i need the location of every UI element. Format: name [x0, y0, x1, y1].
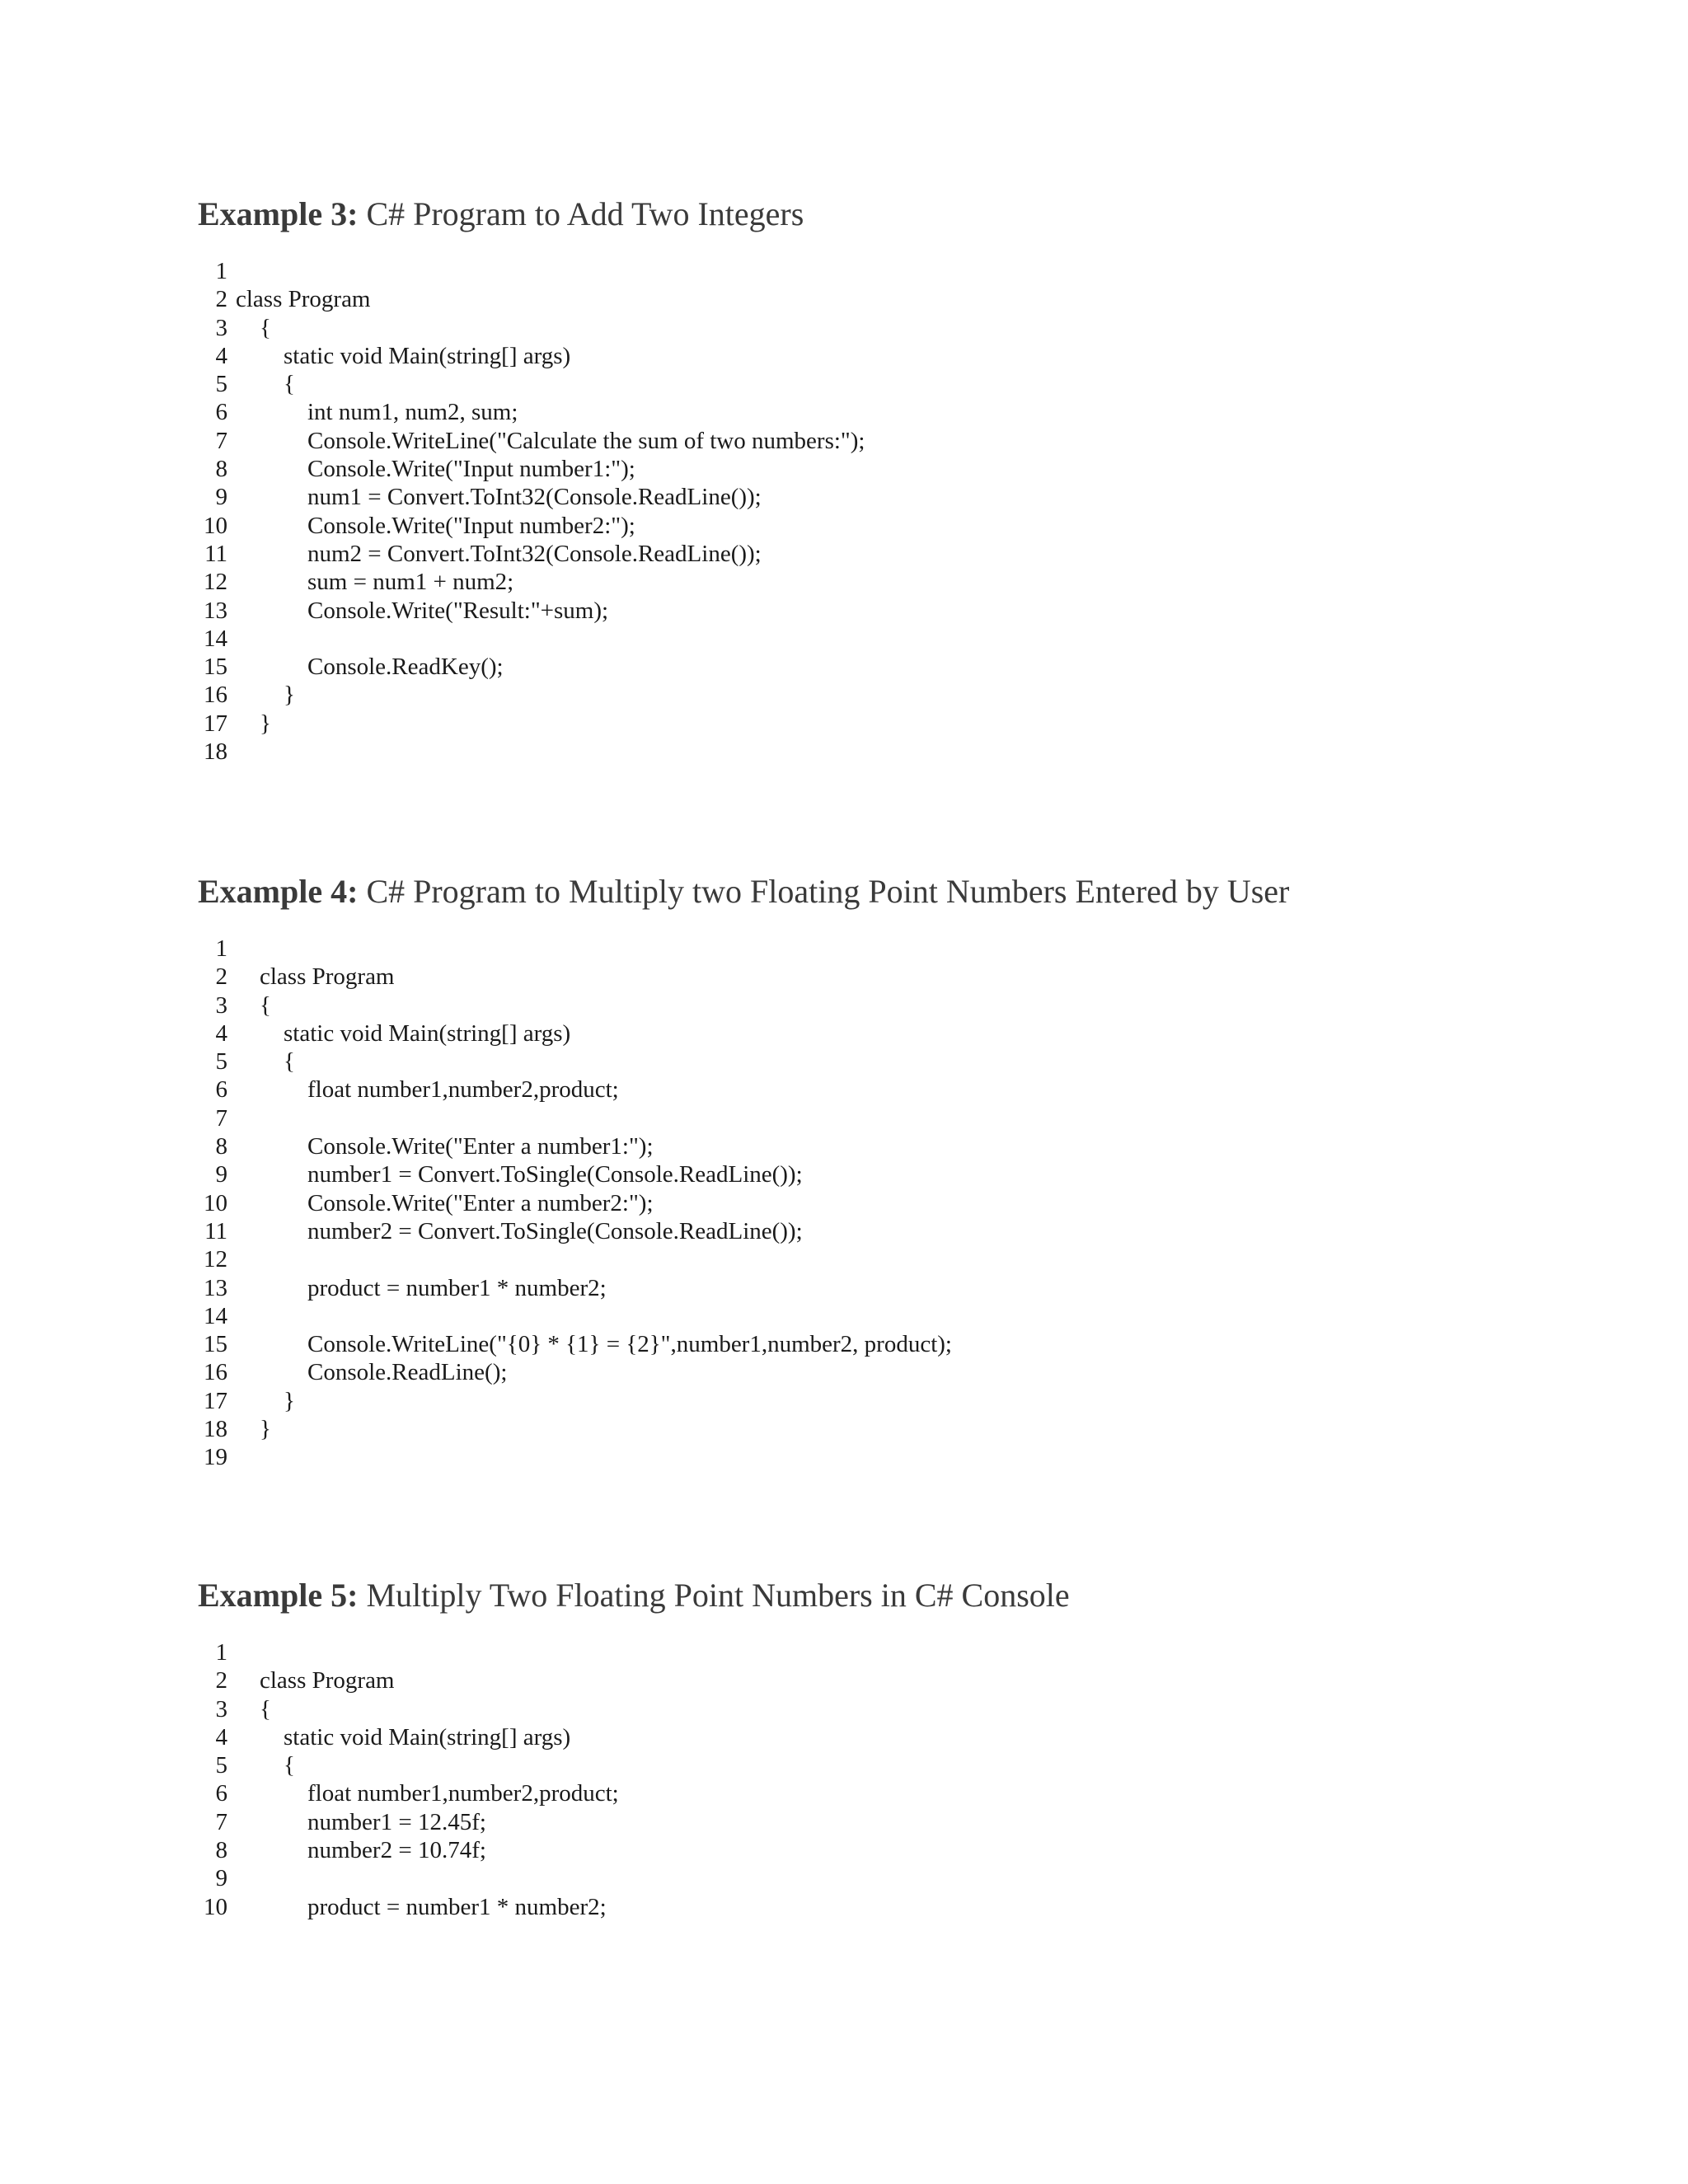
example-heading — [198, 1576, 1070, 1615]
code-line — [198, 370, 1599, 398]
example-heading — [198, 194, 804, 234]
code-listing — [198, 1638, 1599, 1921]
code-listing — [198, 935, 1599, 1472]
line-number: 9 — [215, 484, 227, 511]
code-line — [198, 427, 1599, 455]
line-number: 9 — [215, 1161, 227, 1188]
code-line — [198, 1189, 1599, 1217]
line-number: 18 — [204, 738, 227, 766]
line-number: 17 — [204, 710, 227, 737]
code-line — [198, 455, 1599, 483]
line-number: 8 — [215, 1837, 227, 1864]
code-line — [198, 1638, 1599, 1666]
line-number: 2 — [215, 286, 227, 313]
line-number: 3 — [215, 314, 227, 341]
line-number: 14 — [204, 625, 227, 652]
code-line — [198, 257, 1599, 285]
code-text: } — [236, 1416, 271, 1443]
code-text: Console.ReadLine(); — [236, 1359, 508, 1386]
code-text: { — [236, 991, 271, 1019]
line-number: 4 — [215, 1723, 227, 1750]
code-line — [198, 935, 1599, 963]
code-text: Console.Write("Input number1:"); — [236, 456, 635, 483]
code-line — [198, 1076, 1599, 1104]
code-text: static void Main(string[] args) — [236, 1019, 571, 1047]
line-number: 16 — [204, 682, 227, 709]
code-line — [198, 1836, 1599, 1864]
code-line — [198, 1415, 1599, 1443]
code-line — [198, 1443, 1599, 1471]
line-number: 16 — [204, 1359, 227, 1386]
line-number: 6 — [215, 1780, 227, 1807]
code-text: float number1,number2,product; — [236, 1780, 619, 1807]
code-text: number2 = 10.74f; — [236, 1837, 486, 1864]
code-line — [198, 963, 1599, 991]
code-text: class Program — [236, 963, 395, 991]
code-text: float number1,number2,product; — [236, 1076, 619, 1104]
code-line — [198, 398, 1599, 426]
code-text: } — [236, 1387, 295, 1414]
code-line — [198, 1666, 1599, 1694]
code-text: Console.Write("Input number2:"); — [236, 512, 635, 539]
line-number: 9 — [215, 1865, 227, 1892]
code-line — [198, 1808, 1599, 1836]
line-number: 3 — [215, 991, 227, 1019]
code-line — [198, 285, 1599, 313]
code-text: { — [236, 314, 271, 341]
code-line — [198, 1047, 1599, 1076]
line-number: 7 — [215, 1808, 227, 1835]
code-line — [198, 1330, 1599, 1358]
line-number: 7 — [215, 427, 227, 454]
line-number: 8 — [215, 456, 227, 483]
line-number: 6 — [215, 399, 227, 426]
line-number: 11 — [204, 540, 227, 567]
line-number: 3 — [215, 1695, 227, 1722]
code-text: product = number1 * number2; — [236, 1893, 607, 1920]
example-title: C# Program to Multiply two Floating Point Numbers Entered by User — [358, 873, 1290, 910]
code-text: number1 = 12.45f; — [236, 1808, 486, 1835]
line-number: 1 — [215, 258, 227, 284]
line-number: 13 — [204, 597, 227, 624]
line-number: 1 — [215, 1639, 227, 1666]
line-number: 10 — [204, 1189, 227, 1216]
code-line — [198, 625, 1599, 653]
line-number: 2 — [215, 963, 227, 991]
line-number: 18 — [204, 1416, 227, 1443]
code-text: { — [236, 1752, 295, 1779]
line-number: 14 — [204, 1302, 227, 1329]
code-line — [198, 540, 1599, 568]
code-line — [198, 1132, 1599, 1160]
code-line — [198, 1358, 1599, 1386]
code-line — [198, 342, 1599, 370]
line-number: 8 — [215, 1133, 227, 1160]
code-line — [198, 1893, 1599, 1921]
example-title: C# Program to Add Two Integers — [358, 195, 804, 232]
code-text: { — [236, 371, 295, 398]
code-text: static void Main(string[] args) — [236, 342, 571, 369]
code-line — [198, 653, 1599, 681]
code-line — [198, 1864, 1599, 1892]
example-label: Example 3: — [198, 195, 359, 232]
code-line — [198, 681, 1599, 709]
code-text: Console.Write("Enter a number2:"); — [236, 1189, 654, 1216]
example-heading — [198, 872, 1289, 912]
code-text: int num1, num2, sum; — [236, 399, 518, 426]
code-line — [198, 314, 1599, 342]
code-line — [198, 1695, 1599, 1723]
code-text: number1 = Convert.ToSingle(Console.ReadLine()); — [236, 1161, 803, 1188]
code-text: class Program — [236, 1667, 395, 1694]
code-text: class Program — [236, 286, 371, 313]
line-number: 1 — [215, 935, 227, 962]
code-line — [198, 1302, 1599, 1330]
code-text: static void Main(string[] args) — [236, 1723, 571, 1750]
line-number: 4 — [215, 342, 227, 369]
line-number: 11 — [204, 1217, 227, 1244]
code-text: Console.WriteLine("{0} * {1} = {2}",number1,number2, product); — [236, 1331, 952, 1358]
code-line — [198, 1751, 1599, 1779]
line-number: 15 — [204, 654, 227, 681]
code-line — [198, 483, 1599, 511]
code-text: Console.ReadKey(); — [236, 654, 504, 681]
example-label: Example 4: — [198, 873, 359, 910]
example-title: Multiply Two Floating Point Numbers in C# Console — [358, 1577, 1070, 1614]
line-number: 10 — [204, 512, 227, 539]
code-line — [198, 1274, 1599, 1302]
line-number: 4 — [215, 1019, 227, 1047]
code-text: Console.Write("Enter a number1:"); — [236, 1133, 654, 1160]
line-number: 5 — [215, 371, 227, 398]
code-line — [198, 1723, 1599, 1751]
code-listing — [198, 257, 1599, 766]
line-number: 2 — [215, 1667, 227, 1694]
code-line — [198, 991, 1599, 1019]
code-line — [198, 1245, 1599, 1273]
code-text: num2 = Convert.ToInt32(Console.ReadLine()); — [236, 540, 762, 567]
code-text: num1 = Convert.ToInt32(Console.ReadLine()); — [236, 484, 762, 511]
code-line — [198, 597, 1599, 625]
code-line — [198, 738, 1599, 766]
line-number: 12 — [204, 1246, 227, 1273]
code-line — [198, 1387, 1599, 1415]
line-number: 13 — [204, 1274, 227, 1301]
line-number: 10 — [204, 1893, 227, 1920]
code-text: { — [236, 1048, 295, 1076]
code-text: } — [236, 682, 295, 709]
code-line — [198, 1160, 1599, 1188]
line-number: 6 — [215, 1076, 227, 1104]
code-text: Console.WriteLine("Calculate the sum of two numbers:"); — [236, 427, 865, 454]
code-line — [198, 512, 1599, 540]
line-number: 17 — [204, 1387, 227, 1414]
line-number: 19 — [204, 1444, 227, 1471]
code-line — [198, 1104, 1599, 1132]
code-text: } — [236, 710, 271, 737]
code-line — [198, 1779, 1599, 1807]
line-number: 12 — [204, 569, 227, 596]
line-number: 5 — [215, 1048, 227, 1076]
line-number: 7 — [215, 1104, 227, 1132]
code-line — [198, 1217, 1599, 1245]
code-line — [198, 710, 1599, 738]
code-text: Console.Write("Result:"+sum); — [236, 597, 609, 624]
code-line — [198, 568, 1599, 596]
line-number: 15 — [204, 1331, 227, 1358]
code-text: { — [236, 1695, 271, 1722]
line-number: 5 — [215, 1752, 227, 1779]
code-text: number2 = Convert.ToSingle(Console.ReadLine()); — [236, 1217, 803, 1244]
example-label: Example 5: — [198, 1577, 359, 1614]
code-text: product = number1 * number2; — [236, 1274, 607, 1301]
code-text: sum = num1 + num2; — [236, 569, 514, 596]
code-line — [198, 1019, 1599, 1047]
